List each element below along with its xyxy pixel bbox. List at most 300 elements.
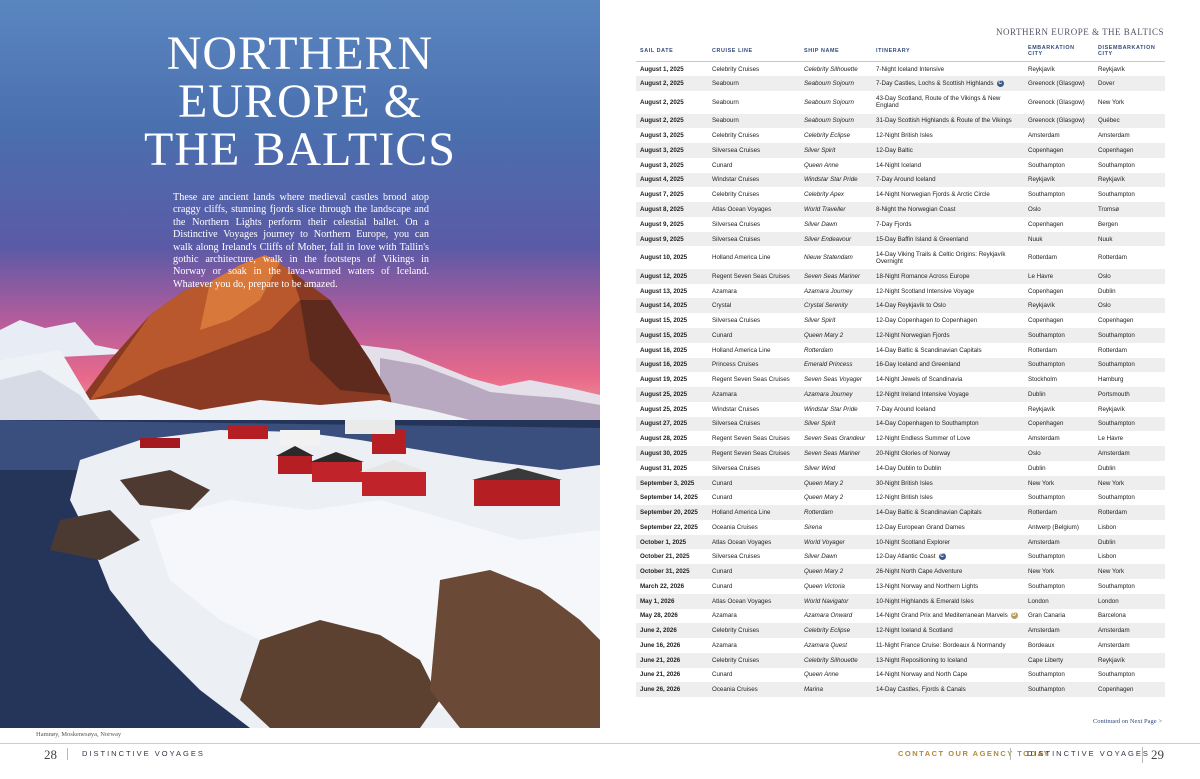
- embarkation-city-cell: [1024, 387, 1094, 402]
- disembarkation-city: Dublin: [1098, 538, 1116, 546]
- disembarkation-city: Amsterdam: [1098, 627, 1130, 635]
- itinerary: 14-Night Norwegian Fjords & Arctic Circle: [876, 191, 990, 199]
- disembarkation-city: Reykjavík: [1098, 65, 1125, 73]
- ship-name-cell: [800, 269, 872, 284]
- ship-name-cell: [800, 653, 872, 668]
- embarkation-city: Copenhagen: [1028, 420, 1064, 428]
- itinerary: 14-Day Viking Trails & Celtic Origins: Reykjavík Overnight: [876, 250, 1006, 265]
- sail-date-cell: [636, 446, 708, 461]
- disembarkation-city-cell: [1094, 217, 1165, 232]
- cruise-line: Holland America Line: [712, 254, 771, 262]
- ship-name-cell: [800, 623, 872, 638]
- itinerary-cell: [872, 372, 1024, 387]
- disembarkation-city: Reykjavík: [1098, 405, 1125, 413]
- itinerary-cell: [872, 431, 1024, 446]
- sail-date: August 2, 2025: [640, 98, 684, 106]
- ship-name: World Voyager: [804, 538, 845, 546]
- itinerary-cell: [872, 143, 1024, 158]
- embarkation-city: Reykjavík: [1028, 405, 1055, 413]
- ship-name: Crystal Serenity: [804, 302, 848, 310]
- cruise-line-cell: [708, 173, 800, 188]
- disembarkation-city-cell: [1094, 461, 1165, 476]
- embarkation-city: Dublin: [1028, 390, 1046, 398]
- disembarkation-city-cell: [1094, 173, 1165, 188]
- itinerary-cell: [872, 402, 1024, 417]
- ship-name: Celebrity Silhouette: [804, 65, 858, 73]
- sail-date-cell: [636, 609, 708, 624]
- cruise-line: Holland America Line: [712, 509, 771, 517]
- itinerary-cell: [872, 328, 1024, 343]
- table-row: [636, 328, 1165, 343]
- ship-name-cell: [800, 91, 872, 114]
- ship-name-cell: [800, 446, 872, 461]
- embarkation-city: Southampton: [1028, 161, 1065, 169]
- cruise-line-cell: [708, 269, 800, 284]
- cruise-line-cell: [708, 187, 800, 202]
- sail-date: August 27, 2025: [640, 420, 688, 428]
- disembarkation-city: Lisbon: [1098, 523, 1117, 531]
- disembarkation-city: Copenhagen: [1098, 686, 1134, 694]
- ship-name: Silver Wind: [804, 464, 836, 472]
- cruise-line-cell: [708, 609, 800, 624]
- embarkation-city: Rotterdam: [1028, 509, 1057, 517]
- disembarkation-city-cell: [1094, 490, 1165, 505]
- disembarkation-city: Le Havre: [1098, 435, 1124, 443]
- sail-date-cell: [636, 246, 708, 269]
- sail-date-cell: [636, 490, 708, 505]
- cruise-line: Regent Seven Seas Cruises: [712, 449, 790, 457]
- embarkation-city: Greenock (Glasgow): [1028, 117, 1085, 125]
- ship-name: Azamara Onward: [804, 612, 853, 620]
- cruise-line-cell: [708, 653, 800, 668]
- itinerary-cell: [872, 476, 1024, 491]
- itinerary-cell: [872, 549, 1024, 564]
- disembarkation-city: Southampton: [1098, 191, 1135, 199]
- cruise-line: Silversea Cruises: [712, 420, 761, 428]
- ship-name-cell: [800, 328, 872, 343]
- cruise-line-cell: [708, 158, 800, 173]
- disembarkation-city: Oslo: [1098, 302, 1111, 310]
- embarkation-city: Greenock (Glasgow): [1028, 80, 1085, 88]
- ship-name-cell: [800, 173, 872, 188]
- embarkation-city-cell: [1024, 431, 1094, 446]
- contact-agency-link[interactable]: CONTACT OUR AGENCY TODAY: [898, 749, 1051, 758]
- itinerary-cell: [872, 387, 1024, 402]
- disembarkation-city: Rotterdam: [1098, 346, 1127, 354]
- table-row: [636, 653, 1165, 668]
- ship-name: Silver Spirit: [804, 317, 836, 325]
- disembarkation-city: Southampton: [1098, 671, 1135, 679]
- ship-name: Windstar Star Pride: [804, 176, 858, 184]
- table-row: [636, 446, 1165, 461]
- ship-name-cell: [800, 638, 872, 653]
- ship-name-cell: [800, 358, 872, 373]
- sail-date-cell: [636, 173, 708, 188]
- sail-date-cell: [636, 594, 708, 609]
- itinerary-cell: [872, 284, 1024, 299]
- table-row: [636, 298, 1165, 313]
- ship-name-cell: [800, 461, 872, 476]
- cruise-line: Silversea Cruises: [712, 235, 761, 243]
- sail-date: August 9, 2025: [640, 220, 684, 228]
- cruise-line-cell: [708, 76, 800, 91]
- disembarkation-city-cell: [1094, 535, 1165, 550]
- embarkation-city-cell: [1024, 202, 1094, 217]
- disembarkation-city-cell: [1094, 549, 1165, 564]
- sail-date-cell: [636, 217, 708, 232]
- embarkation-city-cell: [1024, 579, 1094, 594]
- embarkation-city: Stockholm: [1028, 376, 1057, 384]
- disembarkation-city: Southampton: [1098, 420, 1135, 428]
- ship-name-cell: [800, 609, 872, 624]
- embarkation-city: New York: [1028, 479, 1055, 487]
- disembarkation-city-cell: [1094, 187, 1165, 202]
- sail-date-cell: [636, 158, 708, 173]
- embarkation-city-cell: [1024, 682, 1094, 697]
- itinerary: 12-Day European Grand Dames: [876, 523, 965, 531]
- itinerary-cell: [872, 343, 1024, 358]
- table-row: [636, 187, 1165, 202]
- embarkation-city: Amsterdam: [1028, 132, 1060, 140]
- column-header: CRUISE LINE: [708, 42, 800, 62]
- sail-date-cell: [636, 653, 708, 668]
- disembarkation-city-cell: [1094, 158, 1165, 173]
- ship-name: Windstar Star Pride: [804, 405, 858, 413]
- sailings-table: [636, 42, 1165, 697]
- disembarkation-city-cell: [1094, 202, 1165, 217]
- embarkation-city: Nuuk: [1028, 235, 1043, 243]
- cruise-line: Cunard: [712, 161, 733, 169]
- cruise-line: Celebrity Cruises: [712, 656, 760, 664]
- sail-date-cell: [636, 549, 708, 564]
- itinerary-cell: [872, 202, 1024, 217]
- table-row: [636, 520, 1165, 535]
- sail-date-cell: [636, 358, 708, 373]
- itinerary: 16-Day Iceland and Greenland: [876, 361, 961, 369]
- disembarkation-city: Copenhagen: [1098, 317, 1134, 325]
- cruise-line: Oceania Cruises: [712, 686, 758, 694]
- embarkation-city: Southampton: [1028, 686, 1065, 694]
- ship-name: World Traveller: [804, 206, 846, 213]
- ship-name: Celebrity Silhouette: [804, 656, 858, 664]
- sail-date-cell: [636, 402, 708, 417]
- cruise-line-cell: [708, 431, 800, 446]
- disembarkation-city: Québec: [1098, 117, 1120, 125]
- cruise-line-cell: [708, 284, 800, 299]
- itinerary-cell: [872, 187, 1024, 202]
- cruise-line: Seabourn: [712, 98, 739, 106]
- column-header: SAIL DATE: [636, 42, 708, 62]
- sail-date: August 1, 2025: [640, 65, 684, 73]
- sail-date: August 2, 2025: [640, 80, 684, 88]
- cruise-line: Silversea Cruises: [712, 220, 761, 228]
- itinerary: 18-Night Romance Across Europe: [876, 272, 970, 280]
- disembarkation-city: Southampton: [1098, 361, 1135, 369]
- cruise-line-cell: [708, 505, 800, 520]
- sail-date: August 8, 2025: [640, 206, 684, 213]
- sail-date: May 1, 2026: [640, 597, 675, 605]
- embarkation-city-cell: [1024, 609, 1094, 624]
- embarkation-city-cell: [1024, 372, 1094, 387]
- embarkation-city: Oslo: [1028, 449, 1041, 457]
- page-number: 28: [44, 747, 57, 762]
- sail-date: August 14, 2025: [640, 302, 688, 310]
- cruise-line-cell: [708, 668, 800, 683]
- itinerary-badge-icon: C: [940, 553, 944, 560]
- cruise-line: Atlas Ocean Voyages: [712, 206, 772, 213]
- itinerary: 14-Day Baltic & Scandinavian Capitals: [876, 346, 982, 354]
- itinerary-cell: [872, 609, 1024, 624]
- embarkation-city: Rotterdam: [1028, 346, 1057, 354]
- ship-name: Queen Anne: [804, 161, 839, 169]
- sail-date: October 21, 2025: [640, 553, 690, 561]
- sail-date: August 30, 2025: [640, 449, 688, 457]
- ship-name: Celebrity Eclipse: [804, 132, 851, 140]
- embarkation-city-cell: [1024, 535, 1094, 550]
- itinerary: 43-Day Scotland, Route of the Vikings & New England: [876, 95, 1001, 110]
- itinerary: 26-Night North Cape Adventure: [876, 568, 963, 576]
- cruise-line: Cunard: [712, 479, 733, 487]
- ship-name: Marina: [804, 686, 823, 694]
- sail-date: August 13, 2025: [640, 287, 688, 295]
- cruise-line: Cunard: [712, 568, 733, 576]
- sail-date-cell: [636, 284, 708, 299]
- ship-name: Azamara Journey: [804, 390, 853, 398]
- table-row: [636, 417, 1165, 432]
- ship-name-cell: [800, 564, 872, 579]
- disembarkation-city: Dover: [1098, 80, 1115, 88]
- embarkation-city: Amsterdam: [1028, 435, 1060, 443]
- ship-name-cell: [800, 682, 872, 697]
- ship-name: Rotterdam: [804, 346, 833, 354]
- disembarkation-city-cell: [1094, 476, 1165, 491]
- embarkation-city-cell: [1024, 187, 1094, 202]
- ship-name-cell: [800, 158, 872, 173]
- disembarkation-city-cell: [1094, 402, 1165, 417]
- itinerary-cell: [872, 579, 1024, 594]
- cruise-line: Celebrity Cruises: [712, 65, 760, 73]
- embarkation-city: Copenhagen: [1028, 220, 1064, 228]
- ship-name-cell: [800, 490, 872, 505]
- itinerary: 7-Night Iceland Intensive: [876, 65, 945, 73]
- disembarkation-city: London: [1098, 597, 1119, 605]
- cruise-line-cell: [708, 446, 800, 461]
- sail-date-cell: [636, 313, 708, 328]
- itinerary-cell: [872, 232, 1024, 247]
- ship-name-cell: [800, 402, 872, 417]
- cruise-line-cell: [708, 328, 800, 343]
- sail-date: June 21, 2026: [640, 656, 681, 664]
- itinerary: 13-Night Norway and Northern Lights: [876, 582, 979, 590]
- ship-name: Seabourn Sojourn: [804, 98, 854, 106]
- itinerary: 7-Day Castles, Lochs & Scottish Highlands: [876, 80, 994, 88]
- cruise-line: Seabourn: [712, 117, 739, 125]
- disembarkation-city: Reykjavík: [1098, 656, 1125, 664]
- embarkation-city-cell: [1024, 623, 1094, 638]
- sail-date-cell: [636, 62, 708, 77]
- table-row: [636, 158, 1165, 173]
- table-row: [636, 284, 1165, 299]
- sail-date: September 20, 2025: [640, 509, 698, 517]
- itinerary: 15-Day Baffin Island & Greenland: [876, 235, 969, 243]
- itinerary: 12-Night Scotland Intensive Voyage: [876, 287, 975, 295]
- sail-date: August 15, 2025: [640, 317, 688, 325]
- ship-name-cell: [800, 520, 872, 535]
- sail-date: August 25, 2025: [640, 390, 688, 398]
- sail-date: August 7, 2025: [640, 191, 684, 199]
- embarkation-city: Gran Canaria: [1028, 612, 1066, 620]
- itinerary-cell: [872, 668, 1024, 683]
- embarkation-city: Antwerp (Belgium): [1028, 523, 1079, 531]
- cruise-line: Cunard: [712, 494, 733, 502]
- cruise-line-cell: [708, 476, 800, 491]
- cruise-line-cell: [708, 298, 800, 313]
- itinerary-cell: [872, 173, 1024, 188]
- itinerary-cell: [872, 535, 1024, 550]
- disembarkation-city: Dublin: [1098, 287, 1116, 295]
- table-row: [636, 358, 1165, 373]
- cruise-line: Azamara: [712, 390, 737, 398]
- ship-name: World Navigator: [804, 597, 849, 605]
- disembarkation-city: Copenhagen: [1098, 146, 1134, 154]
- cruise-line: Regent Seven Seas Cruises: [712, 272, 790, 280]
- cruise-line-cell: [708, 402, 800, 417]
- disembarkation-city: Bergen: [1098, 220, 1118, 228]
- disembarkation-city: Lisbon: [1098, 553, 1117, 561]
- ship-name: Queen Anne: [804, 671, 839, 679]
- cruise-line: Crystal: [712, 302, 732, 310]
- sail-date-cell: [636, 535, 708, 550]
- disembarkation-city-cell: [1094, 328, 1165, 343]
- sail-date: June 16, 2026: [640, 641, 681, 649]
- cruise-line: Azamara: [712, 612, 737, 620]
- embarkation-city: Reykjavík: [1028, 176, 1055, 184]
- cruise-line-cell: [708, 114, 800, 129]
- sail-date: August 28, 2025: [640, 435, 688, 443]
- itinerary-cell: [872, 461, 1024, 476]
- embarkation-city-cell: [1024, 328, 1094, 343]
- itinerary: 12-Day Atlantic Coast: [876, 553, 936, 561]
- disembarkation-city: Southampton: [1098, 331, 1135, 339]
- embarkation-city: Copenhagen: [1028, 317, 1064, 325]
- embarkation-city-cell: [1024, 232, 1094, 247]
- cruise-line: Windstar Cruises: [712, 405, 760, 413]
- disembarkation-city-cell: [1094, 284, 1165, 299]
- sail-date-cell: [636, 76, 708, 91]
- itinerary-cell: [872, 217, 1024, 232]
- embarkation-city: Reykjavík: [1028, 65, 1055, 73]
- disembarkation-city: New York: [1098, 98, 1125, 106]
- cruise-line: Celebrity Cruises: [712, 132, 760, 140]
- embarkation-city: New York: [1028, 568, 1055, 576]
- embarkation-city: Rotterdam: [1028, 254, 1057, 262]
- disembarkation-city-cell: [1094, 246, 1165, 269]
- sail-date-cell: [636, 682, 708, 697]
- itinerary: 7-Day Fjords: [876, 220, 912, 228]
- table-row: [636, 128, 1165, 143]
- title-line: EUROPE &: [177, 75, 422, 128]
- cruise-line-cell: [708, 520, 800, 535]
- itinerary-cell: [872, 490, 1024, 505]
- ship-name-cell: [800, 579, 872, 594]
- ship-name-cell: [800, 417, 872, 432]
- table-row: [636, 202, 1165, 217]
- ship-name: Seven Seas Grandeur: [804, 435, 866, 443]
- cruise-line: Atlas Ocean Voyages: [712, 597, 772, 605]
- embarkation-city-cell: [1024, 284, 1094, 299]
- ship-name-cell: [800, 343, 872, 358]
- disembarkation-city-cell: [1094, 62, 1165, 77]
- disembarkation-city-cell: [1094, 313, 1165, 328]
- table-row: [636, 579, 1165, 594]
- right-footer: [600, 743, 1200, 779]
- publication-name: DISTINCTIVE VOYAGES: [1010, 748, 1150, 760]
- itinerary-badge-icon: D: [1012, 612, 1017, 619]
- itinerary: 12-Night British Isles: [876, 132, 933, 140]
- disembarkation-city: Rotterdam: [1098, 254, 1127, 262]
- ship-name-cell: [800, 202, 872, 217]
- table-row: [636, 343, 1165, 358]
- cruise-line-cell: [708, 535, 800, 550]
- itinerary: 30-Night British Isles: [876, 479, 933, 487]
- table-row: [636, 62, 1165, 77]
- sail-date-cell: [636, 328, 708, 343]
- itinerary-cell: [872, 417, 1024, 432]
- cruise-line: Celebrity Cruises: [712, 191, 760, 199]
- embarkation-city: Dublin: [1028, 464, 1046, 472]
- disembarkation-city-cell: [1094, 653, 1165, 668]
- itinerary-badge-icon: C: [998, 80, 1002, 87]
- cruise-line: Oceania Cruises: [712, 523, 758, 531]
- sail-date: August 9, 2025: [640, 235, 684, 243]
- table-row: [636, 682, 1165, 697]
- disembarkation-city-cell: [1094, 682, 1165, 697]
- disembarkation-city: Amsterdam: [1098, 132, 1130, 140]
- embarkation-city: Copenhagen: [1028, 287, 1064, 295]
- cruise-line-cell: [708, 358, 800, 373]
- embarkation-city-cell: [1024, 173, 1094, 188]
- sail-date: March 22, 2026: [640, 582, 685, 590]
- intro-paragraph: These are ancient lands where medieval castles brood atop craggy cliffs, stunning fjords slice through the landscape and the Northern Lights perform their celestial ballet. On a Distinctive Voyages journey to Northern Europe, you can walk along Ireland's Cliffs of Moher, fall in love with Tallin's gothic architecture, walk in the footsteps of Vikings in Norway or soak in the lava-warmed waters of Iceland. Whatever you do, prepare to be amazed.: [173, 192, 429, 290]
- disembarkation-city-cell: [1094, 417, 1165, 432]
- itinerary-cell: [872, 653, 1024, 668]
- ship-name-cell: [800, 62, 872, 77]
- itinerary: 12-Night Ireland Intensive Voyage: [876, 390, 969, 398]
- cruise-line: Azamara: [712, 641, 737, 649]
- right-page: [600, 0, 1200, 779]
- disembarkation-city: Amsterdam: [1098, 641, 1130, 649]
- sail-date: August 4, 2025: [640, 176, 684, 184]
- ship-name: Silver Spirit: [804, 146, 836, 154]
- disembarkation-city-cell: [1094, 668, 1165, 683]
- ship-name-cell: [800, 76, 872, 91]
- cruise-line: Regent Seven Seas Cruises: [712, 376, 790, 384]
- ship-name: Queen Mary 2: [804, 494, 844, 502]
- ship-name-cell: [800, 431, 872, 446]
- cruise-line-cell: [708, 623, 800, 638]
- itinerary: 10-Night Highlands & Emerald Isles: [876, 597, 974, 605]
- ship-name-cell: [800, 535, 872, 550]
- ship-name: Silver Dawn: [804, 553, 838, 561]
- sail-date: September 14, 2025: [640, 494, 698, 502]
- table-row: [636, 461, 1165, 476]
- ship-name-cell: [800, 128, 872, 143]
- disembarkation-city-cell: [1094, 623, 1165, 638]
- disembarkation-city-cell: [1094, 638, 1165, 653]
- sail-date-cell: [636, 431, 708, 446]
- cruise-line-cell: [708, 313, 800, 328]
- continued-link[interactable]: Continued on Next Page >: [1092, 718, 1162, 725]
